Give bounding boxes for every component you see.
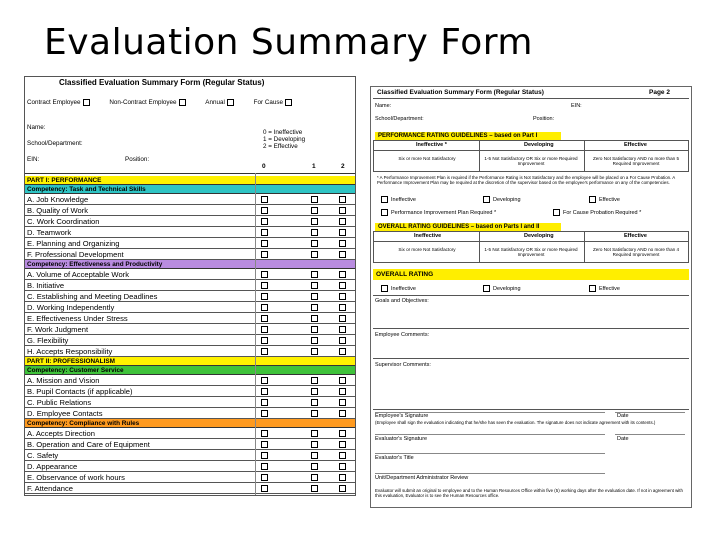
non-contract-employee-label: Non-Contract Employee (109, 99, 177, 107)
for-cause-checkbox[interactable] (285, 99, 292, 106)
competency-task-technical: Competency: Task and Technical Skills (25, 185, 355, 194)
prg-row-effective: Zero Not Satisfactory AND no more than 5 Required Improvement (592, 156, 680, 167)
competency-item-row (25, 428, 355, 439)
org-col-developing: Developing (524, 233, 554, 239)
rating-1-checkbox[interactable] (311, 410, 318, 417)
overall-rating-banner: OVERALL RATING (373, 269, 689, 280)
rating-0-checkbox[interactable] (261, 240, 268, 247)
competency-item-label: C. Public Relations (27, 398, 92, 407)
prg-footnote: * A Performance Improvement Plan is required if the Performance Rating is Not Satisfactory and the employee will be placed on a For Cause Probation. A Performance Improvement Plan may be required at the discretion of the supervisor based on the employee's performance on any of the competencies. (377, 175, 675, 186)
annual-label: Annual (205, 99, 225, 107)
competency-item-label: E. Observance of work hours (27, 473, 125, 482)
contract-employee-checkbox[interactable] (83, 99, 90, 106)
goals-objectives-field[interactable]: Goals and Objectives: (375, 298, 429, 304)
supervisor-comments-field[interactable]: Supervisor Comments: (375, 362, 431, 368)
employee-type-row (27, 99, 292, 106)
rating-0-checkbox[interactable] (261, 388, 268, 395)
rating-1-checkbox[interactable] (311, 251, 318, 258)
non-contract-employee-checkbox[interactable] (179, 99, 186, 106)
competency-item-row (25, 439, 355, 450)
for-cause-label: For Cause (253, 99, 284, 107)
rating-1-checkbox[interactable] (311, 282, 318, 289)
overall-check-effective[interactable]: Effective (589, 285, 620, 292)
overall-guidelines-table (373, 231, 689, 263)
rating-0-checkbox[interactable] (261, 441, 268, 448)
rating-0-checkbox[interactable] (261, 337, 268, 344)
rating-2-checkbox[interactable] (339, 337, 346, 344)
school-department-field[interactable]: School/Department: (27, 140, 83, 147)
rating-2-checkbox[interactable] (339, 485, 346, 492)
rating-1-checkbox[interactable] (311, 441, 318, 448)
competency-item-label: D. Teamwork (27, 228, 72, 237)
competency-item-row (25, 461, 355, 472)
rating-2-checkbox[interactable] (339, 240, 346, 247)
rating-1-checkbox[interactable] (311, 377, 318, 384)
rating-2-checkbox[interactable] (339, 196, 346, 203)
evaluator-signature-date[interactable]: Date (617, 436, 629, 442)
prg-col-developing: Developing (524, 142, 554, 148)
competency-item-row (25, 483, 355, 494)
rating-0-checkbox[interactable] (261, 218, 268, 225)
competency-item-label: D. Employee Contacts (27, 409, 103, 418)
competency-item-label: B. Pupil Contacts (if applicable) (27, 387, 133, 396)
rating-2-checkbox[interactable] (339, 452, 346, 459)
evaluation-form-page-1 (24, 76, 356, 496)
competency-item-row (25, 472, 355, 483)
rating-2-checkbox[interactable] (339, 377, 346, 384)
rating-0-checkbox[interactable] (261, 315, 268, 322)
rating-0-checkbox[interactable] (261, 463, 268, 470)
rating-0-checkbox[interactable] (261, 271, 268, 278)
competency-item-row (25, 238, 355, 249)
rating-2-checkbox[interactable] (339, 229, 346, 236)
form-header: Classified Evaluation Summary Form (Regular Status) (59, 78, 265, 87)
rating-scale (263, 129, 305, 151)
org-row-effective: Zero Not Satisfactory AND no more than 4 Required Improvement (592, 247, 680, 258)
competency-item-label: A. Volume of Acceptable Work (27, 270, 130, 279)
rating-1-checkbox[interactable] (311, 293, 318, 300)
prg-col-effective: Effective (624, 142, 647, 148)
competency-item-row (25, 450, 355, 461)
competency-item-label: C. Work Coordination (27, 217, 100, 226)
pip-required-checkbox[interactable]: Performance Improvement Plan Required * (381, 209, 496, 216)
competency-item-row (25, 249, 355, 260)
competency-item-row (25, 302, 355, 313)
scale-0: 0 = Ineffective (263, 129, 303, 136)
overall-check-ineffective[interactable]: Ineffective (381, 285, 416, 292)
employee-signature-note: (Employee shall sign the evaluation indicating that he/she has seen the evaluation. The signature does not indicate agreement with its contents.) (375, 420, 656, 425)
competency-item-label: F. Attendance (27, 484, 74, 493)
part-1-banner: PART I: PERFORMANCE (25, 176, 355, 185)
rating-1-checkbox[interactable] (311, 304, 318, 311)
rating-1-checkbox[interactable] (311, 388, 318, 395)
page2-ein-field[interactable]: EIN: (571, 103, 582, 109)
rating-1-checkbox[interactable] (311, 218, 318, 225)
rating-1-checkbox[interactable] (311, 399, 318, 406)
competency-item-label: F. Work Judgment (27, 325, 89, 334)
rating-2-checkbox[interactable] (339, 207, 346, 214)
rating-2-checkbox[interactable] (339, 463, 346, 470)
evaluator-title-line[interactable]: Evaluator's Title (375, 455, 414, 461)
rating-2-checkbox[interactable] (339, 348, 346, 355)
competency-item-label: E. Planning and Organizing (27, 239, 120, 248)
competency-item-row (25, 375, 355, 386)
evaluator-signature-line[interactable]: Evaluator's Signature (375, 436, 428, 442)
page2-school-field[interactable]: School/Department: (375, 116, 424, 122)
employee-signature-line[interactable]: Employee's Signature (375, 413, 429, 419)
rating-0-checkbox[interactable] (261, 293, 268, 300)
rating-1-checkbox[interactable] (311, 430, 318, 437)
competency-item-row (25, 335, 355, 346)
rating-1-checkbox[interactable] (311, 348, 318, 355)
competency-item-label: B. Operation and Care of Equipment (27, 440, 150, 449)
page2-position-field[interactable]: Position: (533, 116, 555, 122)
competency-item-row (25, 397, 355, 408)
col-header-1: 1 (312, 163, 316, 170)
rating-1-checkbox[interactable] (311, 196, 318, 203)
page-number: Page 2 (649, 89, 670, 96)
rating-2-checkbox[interactable] (339, 326, 346, 333)
rating-2-checkbox[interactable] (339, 388, 346, 395)
competency-item-label: A. Mission and Vision (27, 376, 100, 385)
competency-item-label: A. Accepts Direction (27, 429, 95, 438)
contract-employee-label: Contract Employee (27, 99, 81, 107)
rating-1-checkbox[interactable] (311, 315, 318, 322)
rating-1-checkbox[interactable] (311, 240, 318, 247)
competency-compliance: Competency: Compliance with Rules (25, 419, 355, 428)
rating-0-checkbox[interactable] (261, 452, 268, 459)
name-field[interactable]: Name: (27, 124, 46, 131)
competency-item-row (25, 408, 355, 419)
ein-field[interactable]: EIN: (27, 156, 40, 163)
rating-1-checkbox[interactable] (311, 229, 318, 236)
evaluation-form-page-2 (370, 86, 692, 508)
rating-1-checkbox[interactable] (311, 463, 318, 470)
performance-guidelines-table (373, 140, 689, 172)
competency-item-label: H. Accepts Responsibility (27, 347, 113, 356)
slide-title: Evaluation Summary Form (44, 22, 533, 63)
rating-2-checkbox[interactable] (339, 430, 346, 437)
submission-note: Evaluator will submit an original to employee and to the Human Resources Office within five (5) working days after the evaluation date. If not in agreement with this evaluation, Evaluator is to see the Human Resources office. (375, 488, 683, 499)
rating-0-checkbox[interactable] (261, 485, 268, 492)
annual-checkbox[interactable] (227, 99, 234, 106)
scale-1: 1 = Developing (263, 136, 306, 144)
competency-item-label: A. Job Knowledge (27, 195, 89, 204)
rating-2-checkbox[interactable] (339, 399, 346, 406)
competency-item-row (25, 269, 355, 280)
rating-0-checkbox[interactable] (261, 326, 268, 333)
rating-1-checkbox[interactable] (311, 271, 318, 278)
competency-item-label: B. Quality of Work (27, 206, 89, 215)
competency-item-label: G. Flexibility (27, 336, 69, 345)
rating-2-checkbox[interactable] (339, 218, 346, 225)
rating-0-checkbox[interactable] (261, 207, 268, 214)
rating-1-checkbox[interactable] (311, 474, 318, 481)
overall-rating-guidelines-banner: OVERALL RATING GUIDELINES – based on Parts I and II (375, 223, 561, 231)
employee-signature-date[interactable]: Date (617, 413, 629, 419)
rating-0-checkbox[interactable] (261, 430, 268, 437)
competency-item-label: C. Safety (27, 451, 59, 460)
rating-0-checkbox[interactable] (261, 251, 268, 258)
rating-0-checkbox[interactable] (261, 474, 268, 481)
rating-0-checkbox[interactable] (261, 229, 268, 236)
admin-review-line[interactable]: Unit/Department Administrator Review (375, 475, 469, 481)
competency-item-label: B. Initiative (27, 281, 65, 290)
org-col-effective: Effective (624, 233, 647, 239)
competency-customer-service: Competency: Customer Service (25, 366, 355, 375)
prg-row-ineffective: Six or more Not Satisfactory (398, 156, 456, 161)
rating-0-checkbox[interactable] (261, 304, 268, 311)
competency-item-row (25, 346, 355, 357)
rating-0-checkbox[interactable] (261, 348, 268, 355)
prg-check-ineffective[interactable]: Ineffective (381, 196, 416, 203)
rating-2-checkbox[interactable] (339, 410, 346, 417)
rating-0-checkbox[interactable] (261, 399, 268, 406)
competency-item-row (25, 280, 355, 291)
rating-0-checkbox[interactable] (261, 377, 268, 384)
rating-2-checkbox[interactable] (339, 271, 346, 278)
prg-row-developing: 1-5 Not Satisfactory OR Six or more Required Improvement (484, 156, 578, 167)
competency-item-row (25, 324, 355, 335)
part-2-banner: PART II: PROFESSIONALISM (25, 357, 355, 366)
competency-item-row (25, 205, 355, 216)
col-header-2: 2 (341, 163, 345, 170)
rating-2-checkbox[interactable] (339, 293, 346, 300)
scale-2: 2 = Effective (263, 143, 298, 151)
rating-1-checkbox[interactable] (311, 337, 318, 344)
competency-item-row (25, 216, 355, 227)
rating-1-checkbox[interactable] (311, 452, 318, 459)
rating-2-checkbox[interactable] (339, 282, 346, 289)
rating-2-checkbox[interactable] (339, 315, 346, 322)
rating-0-checkbox[interactable] (261, 196, 268, 203)
competency-item-label: D. Working Independently (27, 303, 115, 312)
competency-item-row (25, 227, 355, 238)
competency-item-row (25, 194, 355, 205)
overall-check-developing[interactable]: Developing (483, 285, 521, 292)
competency-item-row (25, 386, 355, 397)
employee-comments-field[interactable]: Employee Comments: (375, 332, 430, 338)
rating-1-checkbox[interactable] (311, 326, 318, 333)
org-row-developing: 1-5 Not Satisfactory OR Six or more Required Improvement (484, 247, 578, 258)
org-col-ineffective: Ineffective (414, 233, 442, 239)
rating-2-checkbox[interactable] (339, 474, 346, 481)
competency-item-row (25, 313, 355, 324)
competency-item-label: F. Professional Development (27, 250, 124, 259)
rating-1-checkbox[interactable] (311, 485, 318, 492)
position-field[interactable]: Position: (125, 156, 150, 163)
rating-2-checkbox[interactable] (339, 251, 346, 258)
page2-name-field[interactable]: Name: (375, 103, 392, 109)
competency-effectiveness: Competency: Effectiveness and Productivity (25, 260, 355, 269)
prg-check-effective[interactable]: Effective (589, 196, 620, 203)
col-header-0: 0 (262, 163, 266, 170)
rating-2-checkbox[interactable] (339, 441, 346, 448)
page2-header: Classified Evaluation Summary Form (Regular Status) (377, 89, 544, 96)
competency-item-label: C. Establishing and Meeting Deadlines (27, 292, 158, 301)
competency-item-label: E. Effectiveness Under Stress (27, 314, 128, 323)
competency-item-label: D. Appearance (27, 462, 78, 471)
rating-1-checkbox[interactable] (311, 207, 318, 214)
prg-col-ineffective: Ineffective * (416, 142, 447, 148)
rating-2-checkbox[interactable] (339, 304, 346, 311)
prg-check-developing[interactable]: Developing (483, 196, 521, 203)
competency-item-row (25, 291, 355, 302)
for-cause-probation-checkbox[interactable]: For Cause Probation Required * (553, 209, 641, 216)
rating-0-checkbox[interactable] (261, 410, 268, 417)
rating-0-checkbox[interactable] (261, 282, 268, 289)
performance-rating-guidelines-banner: PERFORMANCE RATING GUIDELINES – based on Part I (375, 132, 561, 140)
org-row-ineffective: Six or more Not Satisfactory (398, 247, 456, 252)
